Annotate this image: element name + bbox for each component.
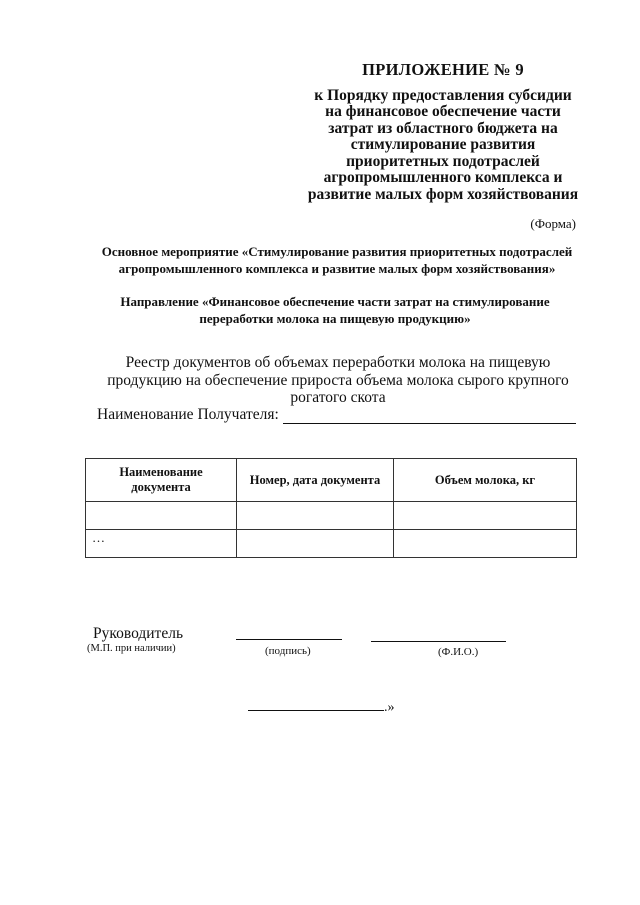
appendix-line: приоритетных подотраслей [346,152,540,170]
table-row [86,530,577,558]
documents-table [85,458,577,558]
recipient-label: Наименование Получателя: [97,406,279,423]
table-cell[interactable]: … [86,530,237,558]
table-cell[interactable] [394,502,577,530]
appendix-line: стимулирование развития [350,136,536,153]
appendix-line: на финансовое обеспечение части [325,103,561,120]
full-name-line[interactable] [371,641,506,642]
table-cell[interactable] [237,502,394,530]
column-header-number-date: Номер, дата документа [237,459,394,502]
column-header-milk-volume: Объем молока, кг [394,459,577,502]
appendix-title: ПРИЛОЖЕНИЕ № 9 [362,60,524,79]
table-cell[interactable] [237,530,394,558]
registry-title-line: рогатого скота [290,389,386,406]
appendix-line: агропромышленного комплекса и [323,169,563,186]
recipient-blank-line[interactable] [283,409,576,424]
head-label: Руководитель [93,625,184,642]
registry-title-line: Реестр документов об объемах переработки молока на пищевую [125,354,551,371]
closing-quote: .» [384,700,395,715]
appendix-line: развитие малых форм хозяйствования [307,185,579,203]
form-label: (Форма) [530,216,576,231]
closing-blank-line [248,698,384,711]
signature-line[interactable] [236,639,342,640]
closing-mark [248,698,395,716]
stamp-note: (М.П. при наличии) [87,643,176,654]
main-event-heading [92,243,582,277]
direction-line: Направление «Финансовое обеспечение части затрат на стимулирование [120,294,550,309]
main-event-line: Основное мероприятие «Стимулирование развития приоритетных подотраслей [101,244,573,259]
appendix-header [300,62,586,203]
table-cell[interactable] [86,502,237,530]
recipient-field [97,406,576,424]
appendix-line: затрат из областного бюджета на [328,119,558,137]
direction-line: переработки молока на пищевую продукцию» [199,311,471,326]
direction-heading [100,293,570,327]
table-header-row [86,459,577,502]
registry-title [88,354,588,407]
full-name-caption: (Ф.И.О.) [438,646,479,658]
table-row [86,502,577,530]
signature-caption: (подпись) [265,645,311,657]
appendix-line: к Порядку предоставления субсидии [314,86,572,104]
column-header-document-name: Наименование документа [86,459,237,502]
main-event-line: агропромышленного комплекса и развитие малых форм хозяйствования» [118,261,556,276]
table-cell[interactable] [394,530,577,558]
registry-title-line: продукцию на обеспечение прироста объема молока сырого крупного [107,371,569,389]
